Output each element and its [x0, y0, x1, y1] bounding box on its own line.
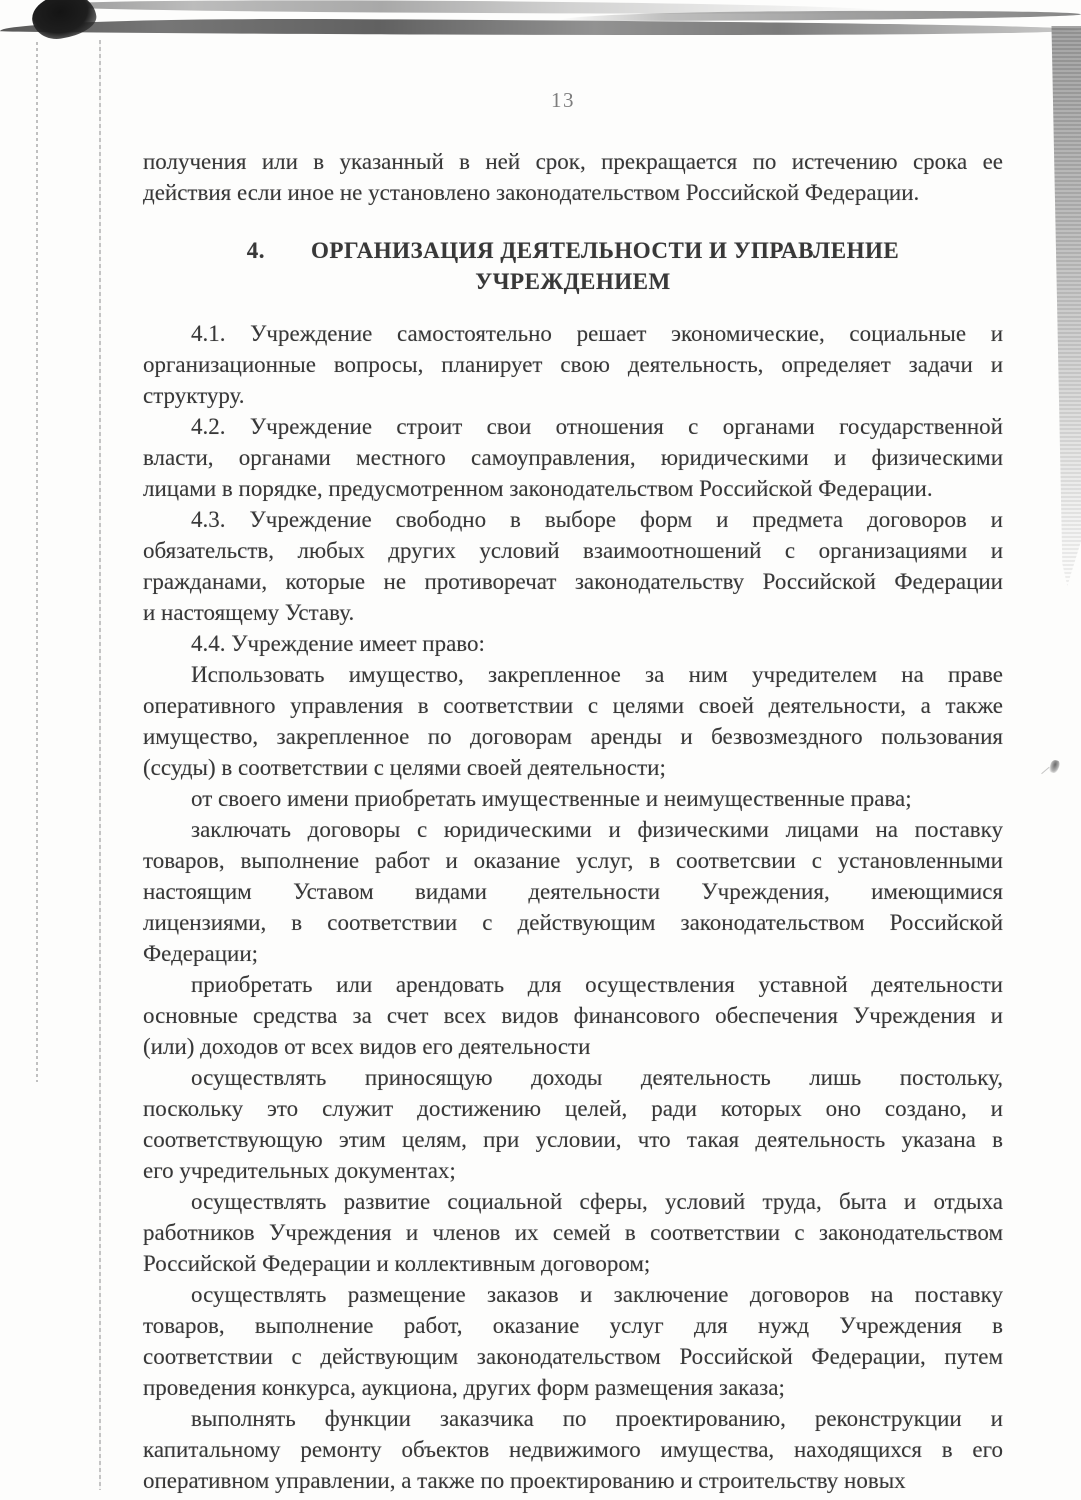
scan-artifact-fold-line-inner — [99, 40, 101, 1490]
text-line: структуру. — [143, 383, 245, 408]
text-line: Федерации; — [143, 941, 259, 966]
paragraph — [143, 318, 1003, 411]
text-line: приобретать или арендовать для осуществления уставной деятельности — [191, 972, 1003, 997]
text-line: его учредительных документах; — [143, 1158, 456, 1183]
paragraph — [143, 1279, 1003, 1403]
text-line: имущество, закрепленное по договорам аренды и безвозмездного пользования — [143, 724, 1003, 749]
paragraph — [143, 1403, 1003, 1496]
text-line: получения или в указанный в ней срок, прекращается по истечению срока ее — [143, 149, 1003, 174]
text-line: (ссуды) в соответствии с целями своей деятельности; — [143, 755, 666, 780]
page-number: 13 — [551, 88, 575, 112]
section-heading-line1 — [143, 235, 1003, 266]
scan-artifact-fold-line-left — [36, 42, 38, 1082]
section-title-line2: УЧРЕЖДЕНИЕМ — [475, 269, 671, 294]
text-line: выполнять функции заказчика по проектированию, реконструкции и — [191, 1406, 1003, 1431]
paragraph — [143, 814, 1003, 969]
paragraph — [143, 504, 1003, 628]
text-line: товаров, выполнение работ, оказание услуг для нужд Учреждения в — [143, 1313, 1003, 1338]
paragraph — [143, 411, 1003, 504]
paragraph — [143, 146, 1003, 208]
text-line: осуществлять развитие социальной сферы, условий труда, быта и отдыха — [191, 1189, 1003, 1214]
text-line: проведения конкурса, аукциона, других форм размещения заказа; — [143, 1375, 785, 1400]
text-line: Использовать имущество, закрепленное за ним учредителем на праве — [191, 662, 1003, 687]
text-line: осуществлять размещение заказов и заключение договоров на поставку — [191, 1282, 1003, 1307]
text-line: соответствии с действующим законодательством Российской Федерации, путем — [143, 1344, 1003, 1369]
text-line: основные средства за счет всех видов финансового обеспечения Учреждения и — [143, 1003, 1003, 1028]
paragraph — [143, 628, 1003, 659]
text-line: работников Учреждения и членов их семей в соответствии с законодательством — [143, 1220, 1003, 1245]
text-line: 4.1. Учреждение самостоятельно решает экономические, социальные и — [191, 321, 1003, 346]
text-line: осуществлять приносящую доходы деятельность лишь постольку, — [191, 1065, 1003, 1090]
text-line: от своего имени приобретать имущественные и неимущественные права; — [191, 786, 912, 811]
text-line: 4.2. Учреждение строит свои отношения с органами государственной — [191, 414, 1003, 439]
text-line: товаров, выполнение работ и оказание услуг, в соответсвии с установленными — [143, 848, 1003, 873]
text-line: оперативного управления в соответствии с целями своей деятельности, а также — [143, 693, 1003, 718]
text-line: (или) доходов от всех видов его деятельности — [143, 1034, 591, 1059]
text-line: и настоящему Уставу. — [143, 600, 355, 625]
text-line: настоящим Уставом видами деятельности Учреждения, имеющимися — [143, 879, 1003, 904]
scan-artifact-corner-blob — [29, 0, 99, 42]
section-heading — [143, 235, 1003, 297]
section-number: 4. — [246, 238, 266, 263]
scan-artifact-ink-speck — [1048, 759, 1061, 774]
document-text-block — [143, 146, 1003, 1496]
paragraph — [143, 659, 1003, 783]
text-line: поскольку это служит достижению целей, ради которых оно создано, и — [143, 1096, 1003, 1121]
text-line: лицами в порядке, предусмотренном законодательством Российской Федерации. — [143, 476, 933, 501]
text-line: соответствующую этим целям, при условии, что такая деятельность указана в — [143, 1127, 1003, 1152]
text-line: гражданами, которые не противоречат законодательству Российской Федерации — [143, 569, 1003, 594]
text-line: 4.3. Учреждение свободно в выборе форм и предмета договоров и — [191, 507, 1003, 532]
text-line: действия если иное не установлено законодательством Российской Федерации. — [143, 180, 920, 205]
text-line: заключать договоры с юридическими и физическими лицами на поставку — [191, 817, 1003, 842]
text-line: оперативном управлении, а также по проектированию и строительству новых — [143, 1468, 906, 1493]
scan-artifact-right-stripe — [1045, 26, 1081, 586]
section-title-line1: ОРГАНИЗАЦИЯ ДЕЯТЕЛЬНОСТИ И УПРАВЛЕНИЕ — [311, 238, 900, 263]
paragraph — [143, 1062, 1003, 1186]
text-line: капитальному ремонту объектов недвижимого имущества, находящихся в его — [143, 1437, 1003, 1462]
paragraph — [143, 1186, 1003, 1279]
paragraph — [143, 969, 1003, 1062]
text-line: 4.4. Учреждение имеет право: — [191, 631, 485, 656]
paragraph — [143, 783, 1003, 814]
text-line: Российской Федерации и коллективным договором; — [143, 1251, 651, 1276]
scan-artifact-top-band-dark — [0, 18, 1081, 38]
text-line: лицензиями, в соответствии с действующим законодательством Российской — [143, 910, 1003, 935]
text-line: обязательств, любых других условий взаимоотношений с организациями и — [143, 538, 1003, 563]
text-line: власти, органами местного самоуправления, юридическими и физическими — [143, 445, 1003, 470]
text-line: организационные вопросы, планирует свою деятельность, определяет задачи и — [143, 352, 1003, 377]
